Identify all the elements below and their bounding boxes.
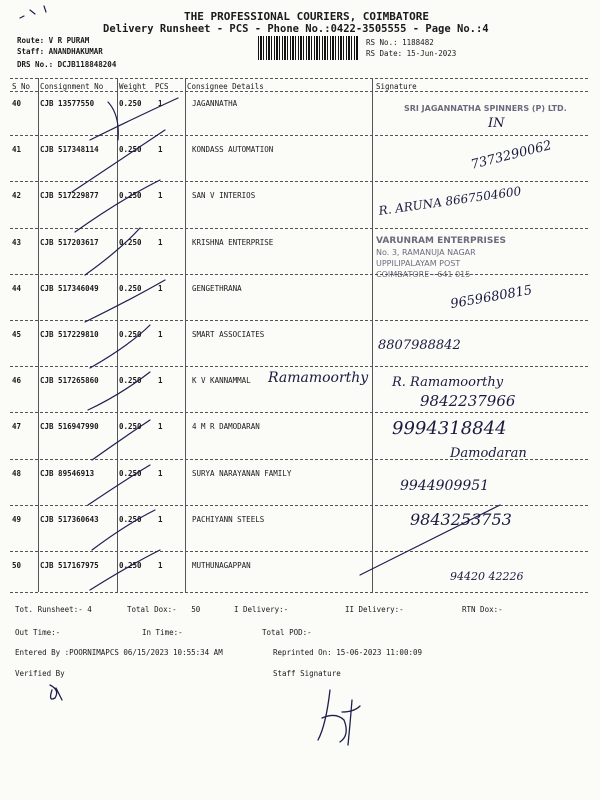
drs-value: DCJB118848204 [57,60,117,69]
signature-r45: 8807988842 [378,338,461,353]
row-consignment-no: CJB 13577550 [40,99,95,108]
signature-r47: Damodaran [450,446,527,461]
row-sno: 43 [12,238,22,247]
stamp-r43-line4: COIMBATORE - 641 015 [376,270,471,279]
row-consignee: SAN V INTERIOS [192,191,256,200]
signature-r46: R. Ramamoorthy [392,375,504,390]
staff-signature-label: Staff Signature [273,669,341,678]
row-sno: 47 [12,422,22,431]
row-consignment-no: CJB 517229810 [40,330,99,339]
col-header-consignee: Consignee Details [187,82,264,91]
row-consignee: KONDASS AUTOMATION [192,145,274,154]
stamp-r43-line2: No. 3, RAMANUJA NAGAR [376,248,476,257]
row-consignment-no: CJB 517265860 [40,376,99,385]
runsheet-subtitle: Delivery Runsheet - PCS - Phone No.:0422-3505555 - Page No.:4 [103,23,489,35]
route-label: Route: [17,36,45,45]
total-dox-label: Total Dox:- [127,605,177,614]
reprinted-on: Reprinted On: 15-06-2023 11:00:09 [273,648,423,657]
row-pcs: 1 [158,422,163,431]
verified-signature [50,685,62,700]
ii-delivery-label: II Delivery:- [345,605,404,614]
row-weight: 0.250 [119,238,142,247]
row-consignee: PACHIYANN STEELS [192,515,265,524]
in-time-label: In Time:- [142,628,183,637]
row-sno: 40 [12,99,22,108]
row-pcs: 1 [158,99,163,108]
row-consignee: GENGETHRANA [192,284,242,293]
signature-r42: R. ARUNA 8667504600 [377,184,523,218]
row-weight: 0.250 [119,99,142,108]
signature-r40: IN [488,116,505,131]
col-header-pcs: PCS [155,82,169,91]
row-pcs: 1 [158,561,163,570]
row-weight: 0.250 [119,422,142,431]
i-delivery-label: I Delivery:- [234,605,289,614]
entered-by: Entered By :POORNIMAPCS 06/15/2023 10:55:34 AM [15,648,223,657]
row-consignee: K V KANNAMMAL [192,376,251,385]
col-header-consignment: Consignment No [40,82,104,91]
row-consignment-no: CJB 89546913 [40,469,95,478]
staff-label: Staff: [17,47,45,56]
row-weight: 0.250 [119,191,142,200]
row-sno: 41 [12,145,22,154]
phone-r49: 9843253753 [410,510,512,529]
route-value: V R PURAM [48,36,90,45]
row-consignee: SMART ASSOCIATES [192,330,265,339]
stamp-r43-line3: UPPILIPALAYAM POST [376,259,461,268]
rs-date-value: 15-Jun-2023 [406,49,457,58]
total-dox-value: 50 [191,605,201,614]
row-consignee: JAGANNATHA [192,99,238,108]
handwritten-name-r46: Ramamoorthy [268,370,369,386]
row-consignment-no: CJB 517346049 [40,284,99,293]
drs-label: DRS No.: [17,60,54,69]
row-sno: 48 [12,469,22,478]
row-consignment-no: CJB 517203617 [40,238,99,247]
row-weight: 0.250 [119,330,142,339]
rs-no-label: RS No.: [366,38,398,47]
out-time-label: Out Time:- [15,628,61,637]
row-consignee: 4 M R DAMODARAN [192,422,260,431]
signature-r48: 9944909951 [400,478,490,494]
row-weight: 0.250 [119,376,142,385]
col-header-signature: Signature [376,82,417,91]
tot-runsheet-value: 4 [87,605,92,614]
row-sno: 46 [12,376,22,385]
total-pod-label: Total POD:- [262,628,312,637]
rs-date-label: RS Date: [366,49,403,58]
staff-signature [318,690,360,745]
row-sno: 45 [12,330,22,339]
stamp-r43-line1: VARUNRAM ENTERPRISES [376,236,506,246]
row-consignment-no: CJB 517348114 [40,145,99,154]
row-pcs: 1 [158,376,163,385]
row-pcs: 1 [158,145,163,154]
row-pcs: 1 [158,469,163,478]
row-consignment-no: CJB 516947990 [40,422,99,431]
col-header-sno: S No [12,82,31,91]
phone-r47: 9994318844 [392,418,507,439]
row-pcs: 1 [158,284,163,293]
verified-by-label: Verified By [15,669,65,678]
row-pcs: 1 [158,330,163,339]
row-weight: 0.250 [119,515,142,524]
tot-runsheet-label: Tot. Runsheet:- [15,605,83,614]
row-weight: 0.250 [119,469,142,478]
phone-r46: 9842237966 [420,392,516,410]
company-title: THE PROFESSIONAL COURIERS, COIMBATORE [184,10,430,23]
stamp-r40: SRI JAGANNATHA SPINNERS (P) LTD. [404,104,567,113]
row-weight: 0.250 [119,284,142,293]
col-header-weight: Weight [119,82,147,91]
row-consignee: SURYA NARAYANAN FAMILY [192,469,292,478]
row-weight: 0.250 [119,145,142,154]
row-sno: 44 [12,284,22,293]
row-pcs: 1 [158,191,163,200]
staff-value: ANANDHAKUMAR [48,47,103,56]
phone-r50: 94420 42226 [450,570,524,583]
signature-r44: 9659680815 [449,282,534,313]
row-consignee: KRISHNA ENTERPRISE [192,238,274,247]
row-weight: 0.250 [119,561,142,570]
signature-r41: 7373290062 [469,138,554,173]
rtn-dox-label: RTN Dox:- [462,605,503,614]
row-sno: 42 [12,191,22,200]
row-sno: 50 [12,561,22,570]
row-pcs: 1 [158,515,163,524]
rs-no-value: 1188482 [402,38,434,47]
row-consignee: MUTHUNAGAPPAN [192,561,251,570]
row-consignment-no: CJB 517229877 [40,191,99,200]
row-sno: 49 [12,515,22,524]
row-pcs: 1 [158,238,163,247]
row-consignment-no: CJB 517167975 [40,561,99,570]
row-consignment-no: CJB 517360643 [40,515,99,524]
